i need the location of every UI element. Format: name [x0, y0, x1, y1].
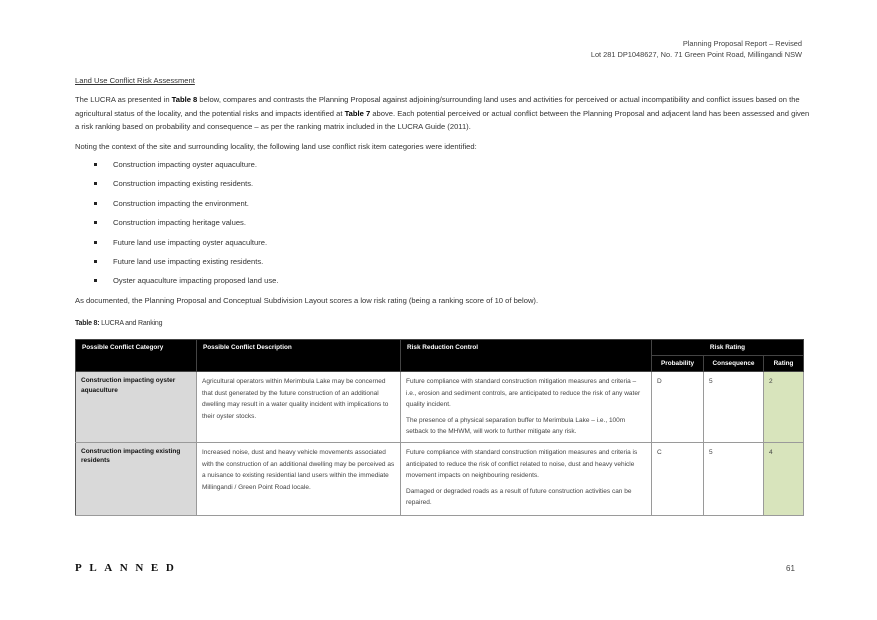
intro-paragraph: [75, 93, 810, 134]
page-header: [591, 38, 802, 60]
list-item-text: Construction impacting oyster aquaculture.: [113, 160, 257, 169]
header-risk-rating: Risk Rating: [652, 340, 804, 356]
probability-value: C: [652, 442, 704, 515]
bullet-icon: [94, 260, 97, 263]
rating-value: 2: [764, 372, 804, 443]
control-text: Future compliance with standard construction mitigation measures and criteria is anticipated to reduce the risk of conflict related to noise, dust and heavy vehicle movement impacts on neighbouring residents.: [406, 448, 638, 480]
list-item: [75, 216, 278, 235]
list-item-text: Construction impacting existing residents.: [113, 179, 254, 189]
probability-value: D: [652, 372, 704, 443]
lucra-table: [75, 339, 804, 516]
list-item: [75, 274, 278, 293]
conclusion-paragraph: As documented, the Planning Proposal and Conceptual Subdivision Layout scores a low risk rating (being a ranking score of 10 of below).: [75, 296, 539, 305]
bullet-icon: [94, 241, 97, 244]
conflict-description: Increased noise, dust and heavy vehicle movements associated with the construction of an additional dwelling may be perceived as a nuisance to existing residential land users within the immediate Millingandi / Green Point Road locale.: [197, 442, 401, 515]
control-text: Future compliance with standard construction mitigation measures and criteria – i.e., erosion and sediment controls, are anticipated to reduce the risk of any water quality incident.: [406, 378, 641, 409]
table-caption: [75, 320, 162, 327]
risk-control: [401, 442, 652, 515]
category-list: [75, 158, 278, 294]
bullet-icon: [94, 221, 97, 224]
header-category: Possible Conflict Category: [76, 340, 197, 372]
page-number: 61: [786, 564, 795, 573]
table-caption-label: Table 8:: [75, 320, 100, 327]
header-control: Risk Reduction Control: [401, 340, 652, 372]
planned-logo: PLANNED: [75, 562, 182, 574]
list-item-text: Future land use impacting existing residents.: [113, 256, 264, 266]
header-description: Possible Conflict Description: [197, 340, 401, 372]
list-item: [75, 197, 278, 216]
context-paragraph: Noting the context of the site and surrounding locality, the following land use conflict risk item categories were identified:: [75, 142, 477, 151]
list-item: [75, 236, 278, 255]
table-row: [76, 372, 804, 443]
section-title: Land Use Conflict Risk Assessment: [75, 76, 195, 85]
intro-text-2: below, compares and contrasts the Planning Proposal against adjoining/surrounding land uses and activities for perceived or actual incompatibility and conflict issues based on the agricultural status of the locality, and the potential risks and impacts identified at: [75, 95, 800, 118]
conflict-category: Construction impacting existing residents: [76, 442, 197, 515]
list-item-text: Construction impacting the environment.: [113, 198, 249, 208]
header-rating: Rating: [764, 356, 804, 372]
report-title: Planning Proposal Report – Revised: [682, 39, 802, 48]
list-item-text: Oyster aquaculture impacting proposed land use.: [113, 276, 279, 286]
rating-value: 4: [764, 442, 804, 515]
conflict-description: Agricultural operators within Merimbula Lake may be concerned that dust generated by the future construction of an additional dwelling may result in a water quality incident with implications to their oyster stocks.: [197, 372, 401, 443]
table-8-reference: Table 8: [171, 95, 198, 104]
intro-text-1: The LUCRA as presented in: [75, 95, 172, 104]
header-probability: Probability: [652, 356, 704, 372]
list-item-text: Construction impacting heritage values.: [113, 218, 246, 228]
bullet-icon: [94, 202, 97, 205]
risk-control: [401, 372, 652, 443]
table-7-reference: Table 7: [344, 108, 371, 118]
list-item: [75, 158, 278, 177]
intro-text-3: above. Each potential perceived or actual conflict between the Planning Proposal and adjacent land has been assessed and given a risk ranking based on probability and consequence – as per the ranking matrix included in the LUCRA Guide (2011).: [75, 108, 810, 132]
control-text: Damaged or degraded roads as a result of future construction activities can be repaired.: [406, 487, 632, 507]
bullet-icon: [94, 163, 97, 166]
conflict-category: Construction impacting oyster aquaculture: [76, 372, 197, 443]
list-item: [75, 255, 278, 274]
consequence-value: 5: [704, 442, 764, 515]
site-address: Lot 281 DP1048627, No. 71 Green Point Road, Millingandi NSW: [590, 50, 802, 59]
bullet-icon: [94, 279, 97, 282]
table-row: [76, 442, 804, 515]
list-item-text: Future land use impacting oyster aquaculture.: [113, 237, 268, 247]
list-item: [75, 177, 278, 196]
table-caption-text: LUCRA and Ranking: [99, 320, 163, 327]
bullet-icon: [94, 182, 97, 185]
header-consequence: Consequence: [704, 356, 764, 372]
control-text: The presence of a physical separation buffer to Merimbula Lake – i.e., 100m setback to the MHWM, will work to further mitigate any risk.: [406, 416, 626, 436]
consequence-value: 5: [704, 372, 764, 443]
